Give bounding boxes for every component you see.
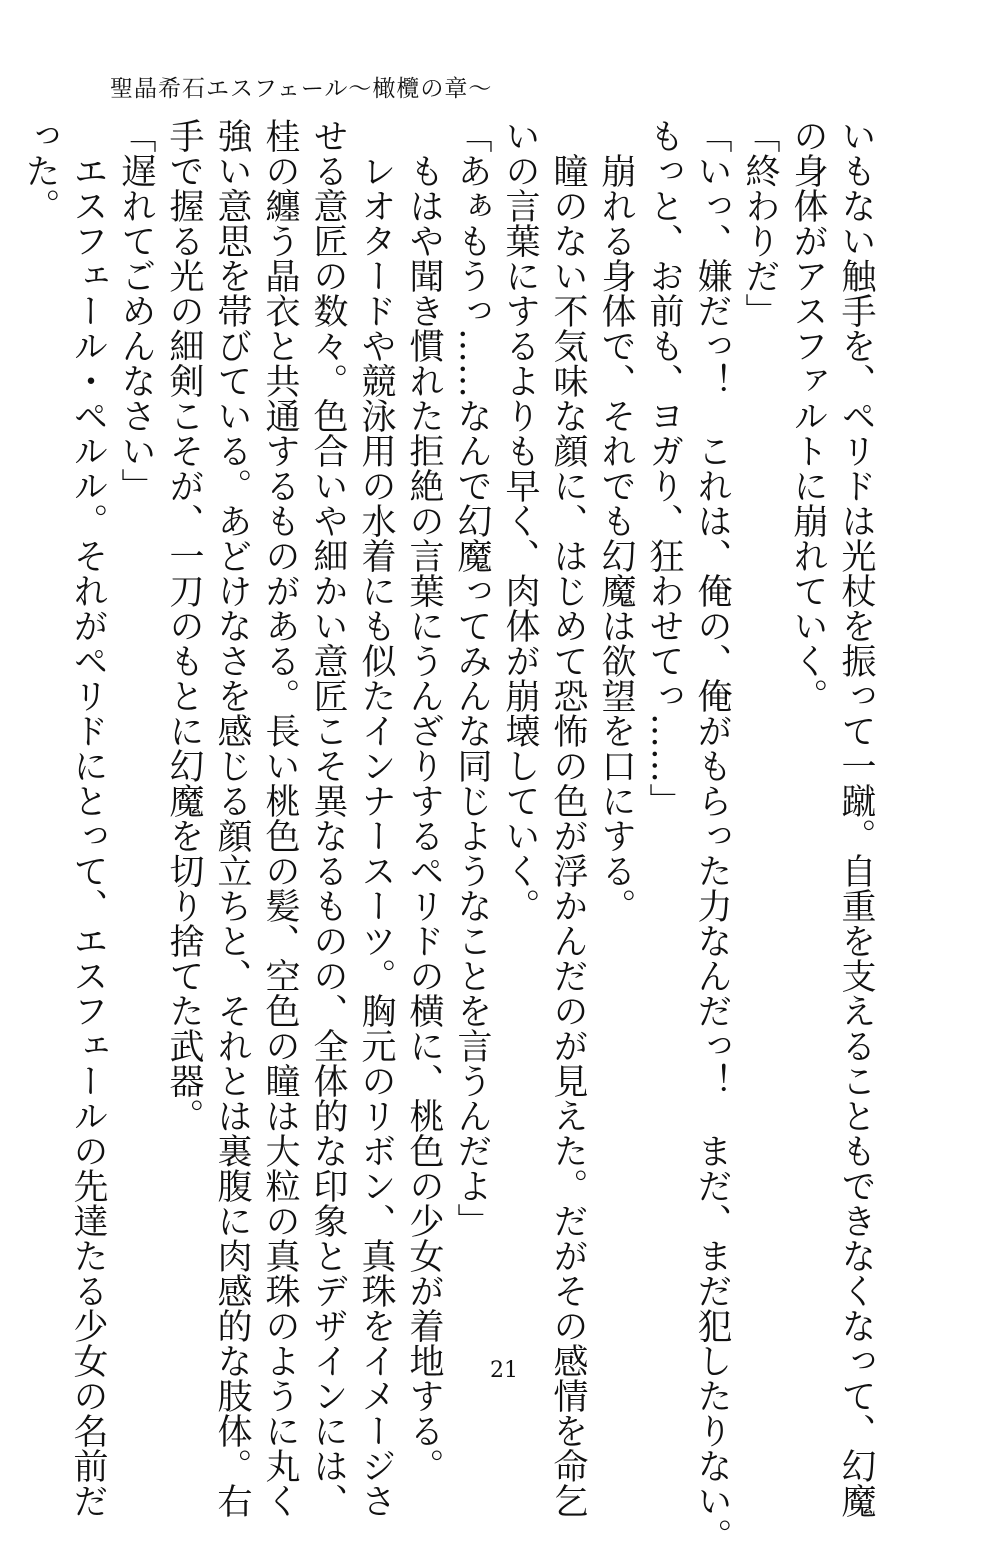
page-number: 21 (490, 1358, 518, 1383)
text-line: レオタードや競泳用の水着にも似たインナースーツ。胸元のリボン、真珠をイメージさ (356, 118, 396, 1518)
text-line: せる意匠の数々。色合いや細かい意匠こそ異なるものの、全体的な印象とデザインには、 (308, 118, 348, 1518)
text-line: いもない触手を、ペリドは光杖を振って一蹴。自重を支えることもできなくなって、幻魔 (836, 118, 876, 1518)
text-line: 瞳のない不気味な顔に、はじめて恐怖の色が浮かんだのが見えた。だがその感情を命乞 (548, 118, 588, 1518)
text-line: 「遅れてごめんなさい」 (116, 118, 156, 503)
text-line: もはや聞き慣れた拒絶の言葉にうんざりするペリドの横に、桃色の少女が着地する。 (404, 118, 444, 1483)
text-line: った。 (20, 118, 60, 223)
running-header: 聖晶希石エスフェール～橄欖の章～ (110, 76, 493, 102)
text-line: 手で握る光の細剣こそが、一刀のもとに幻魔を切り捨てた武器。 (164, 118, 204, 1133)
text-line: 「終わりだ」 (740, 118, 780, 328)
text-line: の身体がアスファルトに崩れていく。 (788, 118, 828, 713)
text-line: 桂の纏う晶衣と共通するものがある。長い桃色の髪、空色の瞳は大粒の真珠のように丸く (260, 118, 300, 1518)
text-line: 「あぁもうっ……なんで幻魔ってみんな同じようなことを言うんだよ」 (452, 118, 492, 1238)
text-line: もっと、お前も、ヨガり、狂わせてっ……」 (644, 118, 684, 818)
text-line: 強い意思を帯びている。あどけなさを感じる顔立ちと、それとは裏腹に肉感的な肢体。右 (212, 118, 252, 1518)
text-line: エスフェール・ペルル。それがペリドにとって、エスフェールの先達たる少女の名前だ (68, 118, 108, 1518)
text-line: 「いっ、嫌だっ！ これは、俺の、俺がもらった力なんだっ！ まだ、まだ犯したりない。 (692, 118, 732, 1553)
text-line: 崩れる身体で、それでも幻魔は欲望を口にする。 (596, 118, 636, 923)
text-line: いの言葉にするよりも早く、肉体が崩壊していく。 (500, 118, 540, 923)
